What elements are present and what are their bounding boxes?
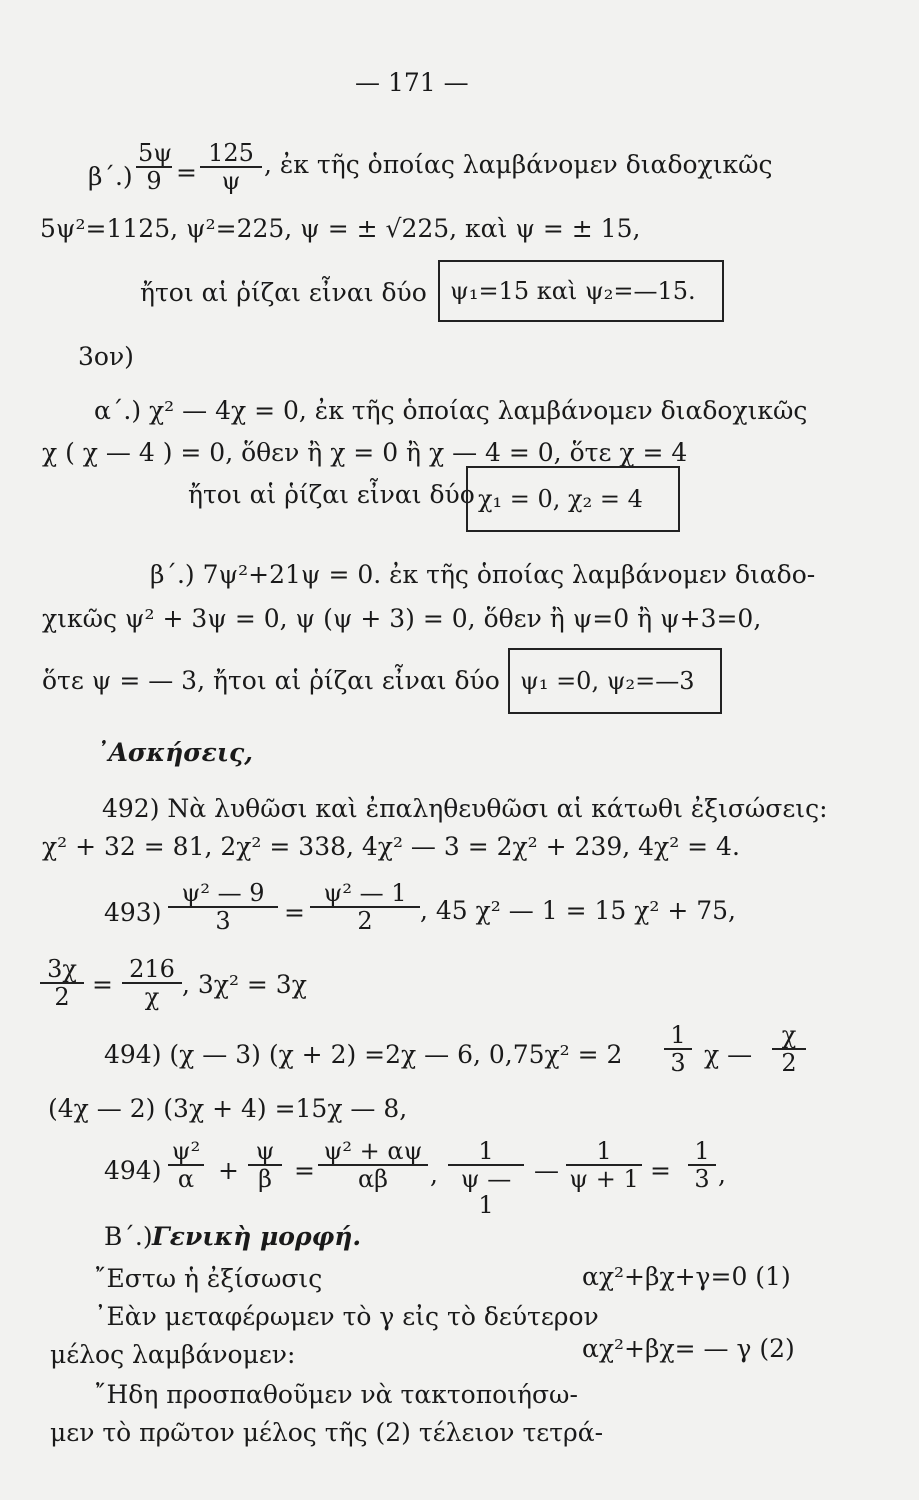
text-line: ἤτοι αἱ ῥίζαι εἶναι δύο bbox=[140, 278, 427, 307]
exercise-492-equations: χ² + 32 = 81, 2χ² = 338, 4χ² — 3 = 2χ² + 239, 4χ² = 4. bbox=[42, 832, 740, 861]
denominator: β bbox=[258, 1165, 272, 1193]
equation-2: αχ²+βχ= — γ (2) bbox=[582, 1334, 795, 1363]
text-line: χ — bbox=[704, 1040, 753, 1069]
exercise-492: 492) Νὰ λυθῶσι καὶ ἐπαληθευθῶσι αἱ κάτωθι ἐξισώσεις: bbox=[102, 794, 828, 823]
text-line: μέλος λαμβάνομεν: bbox=[50, 1340, 296, 1369]
minus-sign: — bbox=[534, 1156, 559, 1185]
denominator: 3 bbox=[694, 1165, 710, 1193]
text-line: χικῶς ψ² + 3ψ = 0, ψ (ψ + 3) = 0, ὅθεν ἢ ψ=0 ἢ ψ+3=0, bbox=[42, 604, 762, 633]
section-b-title: Γενικὴ μορφή. bbox=[152, 1222, 362, 1251]
text-line: , 3χ² = 3χ bbox=[182, 970, 307, 999]
denominator: αβ bbox=[357, 1165, 389, 1193]
numerator: 216 bbox=[122, 956, 182, 984]
text-line: ῎Εστω ἡ ἐξίσωσις bbox=[94, 1264, 323, 1293]
text-line: β΄.) 7ψ²+21ψ = 0. ἐκ τῆς ὁποίας λαμβάνομεν διαδο- bbox=[150, 560, 816, 589]
fraction bbox=[168, 1138, 204, 1192]
comma: , bbox=[430, 1160, 438, 1189]
text-line: , ἐκ τῆς ὁποίας λαμβάνομεν διαδοχικῶς bbox=[264, 150, 773, 179]
comma: , bbox=[718, 1160, 726, 1189]
fraction bbox=[200, 140, 262, 194]
fraction bbox=[168, 880, 278, 934]
denominator: 3 bbox=[670, 1049, 686, 1077]
numerator: 1 bbox=[566, 1138, 642, 1166]
fraction bbox=[40, 956, 84, 1010]
text-line: , 45 χ² — 1 = 15 χ² + 75, bbox=[420, 896, 736, 925]
numerator: ψ² + αψ bbox=[318, 1138, 428, 1166]
text-line: μεν τὸ πρῶτον μέλος τῆς (2) τέλειον τετρά- bbox=[50, 1418, 604, 1447]
fraction bbox=[688, 1138, 716, 1192]
page-number: — 171 — bbox=[355, 68, 469, 97]
text-line: ῎Ηδη προσπαθοῦμεν νὰ τακτοποιήσω- bbox=[94, 1380, 578, 1409]
text-line: α΄.) χ² — 4χ = 0, ἐκ τῆς ὁποίας λαμβάνομεν διαδοχικῶς bbox=[94, 396, 808, 425]
equation-1: αχ²+βχ+γ=0 (1) bbox=[582, 1262, 791, 1291]
denominator: 2 bbox=[781, 1049, 797, 1077]
text-line: 5ψ²=1125, ψ²=225, ψ = ± √225, καὶ ψ = ± 15, bbox=[40, 214, 641, 243]
text-line: χ ( χ — 4 ) = 0, ὅθεν ἢ χ = 0 ἢ χ — 4 = 0, ὅτε χ = 4 bbox=[42, 438, 688, 467]
denominator: 2 bbox=[54, 983, 70, 1011]
text-line: ᾿Εὰν μεταφέρωμεν τὸ γ εἰς τὸ δεύτερον bbox=[94, 1302, 599, 1331]
fraction bbox=[448, 1138, 524, 1218]
fraction bbox=[318, 1138, 428, 1192]
fraction bbox=[664, 1022, 692, 1076]
numerator: 1 bbox=[664, 1022, 692, 1050]
section-number: 3ον) bbox=[78, 342, 134, 371]
equals-sign: = bbox=[294, 1156, 315, 1185]
equals-sign: = bbox=[92, 970, 113, 999]
equals-sign: = bbox=[176, 158, 197, 187]
denominator: 2 bbox=[357, 907, 373, 935]
numerator: ψ² bbox=[168, 1138, 204, 1166]
section-b-label: Β΄.) bbox=[104, 1222, 153, 1251]
numerator: 1 bbox=[448, 1138, 524, 1166]
text-line: ἤτοι αἱ ῥίζαι εἶναι δύο bbox=[188, 480, 475, 509]
numerator: χ bbox=[772, 1022, 806, 1050]
numerator: ψ² — 1 bbox=[310, 880, 420, 908]
numerator: 125 bbox=[200, 140, 262, 168]
numerator: 5ψ bbox=[138, 139, 173, 167]
numerator: ψ bbox=[248, 1138, 282, 1166]
text-line: ὅτε ψ = — 3, ἤτοι αἱ ῥίζαι εἶναι δύο bbox=[42, 666, 500, 695]
denominator: 9 bbox=[146, 167, 162, 195]
plus-sign: + bbox=[218, 1156, 239, 1185]
exercise-494: 494) (χ — 3) (χ + 2) =2χ — 6, 0,75χ² = 2 bbox=[104, 1040, 623, 1069]
beta-label: β΄.) bbox=[88, 162, 133, 191]
exercise-494-second-label: 494) bbox=[104, 1156, 162, 1185]
exercise-493-label: 493) bbox=[104, 898, 162, 927]
equals-sign: = bbox=[284, 898, 305, 927]
denominator: ψ — 1 bbox=[460, 1165, 512, 1219]
fraction bbox=[310, 880, 420, 934]
denominator: 3 bbox=[215, 907, 231, 935]
denominator: α bbox=[177, 1165, 195, 1193]
fraction bbox=[772, 1022, 806, 1076]
numerator: 3χ bbox=[40, 956, 84, 984]
numerator: ψ² — 9 bbox=[168, 880, 278, 908]
denominator: χ bbox=[144, 983, 160, 1011]
fraction bbox=[248, 1138, 282, 1192]
boxed-result: χ₁ = 0, χ₂ = 4 bbox=[466, 466, 680, 532]
text-line: (4χ — 2) (3χ + 4) =15χ — 8, bbox=[48, 1094, 408, 1123]
denominator: ψ bbox=[221, 167, 241, 195]
numerator: 1 bbox=[688, 1138, 716, 1166]
fraction bbox=[566, 1138, 642, 1192]
equals-sign: = bbox=[650, 1156, 671, 1185]
fraction bbox=[122, 956, 182, 1010]
boxed-result: ψ₁ =0, ψ₂=—3 bbox=[508, 648, 722, 714]
denominator: ψ + 1 bbox=[569, 1165, 639, 1193]
exercises-heading: ᾿Ασκήσεις, bbox=[96, 738, 253, 767]
fraction bbox=[136, 140, 172, 194]
boxed-result: ψ₁=15 καὶ ψ₂=—15. bbox=[438, 260, 724, 322]
